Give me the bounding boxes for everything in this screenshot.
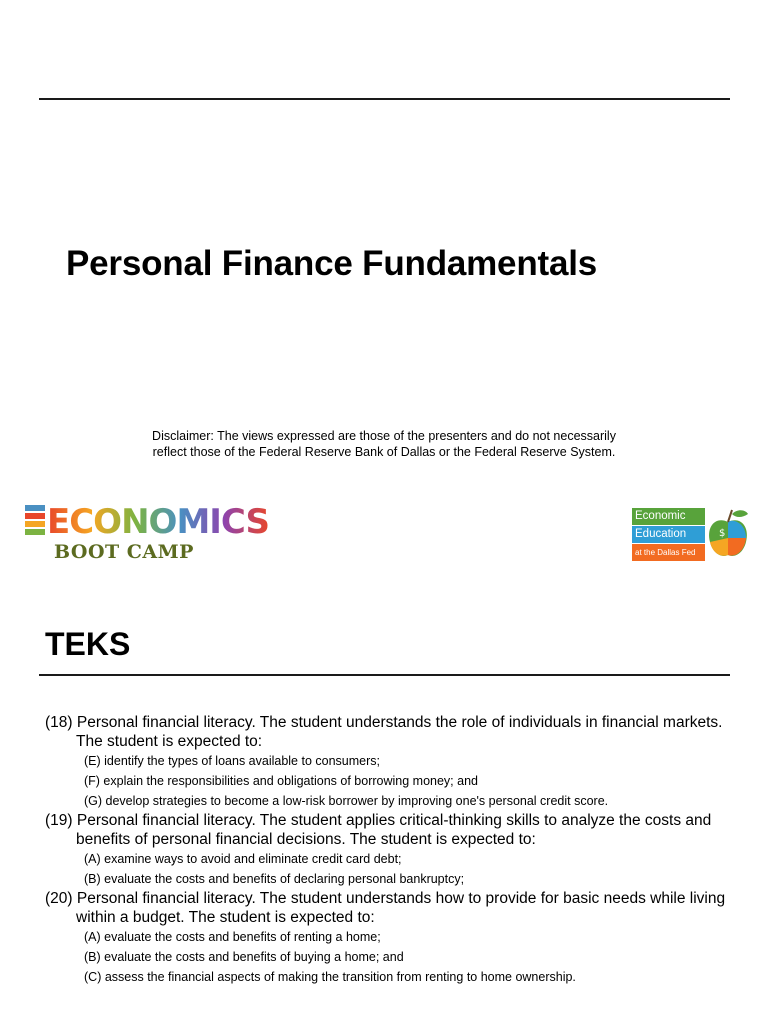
- standard-text: (20) Personal financial literacy. The student understands how to provide for basic needs while living within a budget. The student is expected to:: [45, 890, 726, 926]
- list-item: (C) assess the financial aspects of making the transition from renting to home ownership.: [84, 970, 576, 984]
- standard-19: [45, 811, 735, 889]
- slide-title: Personal Finance Fundamentals: [66, 244, 598, 283]
- list-item: (F) explain the responsibilities and obligations of borrowing money; and: [84, 774, 478, 788]
- disclaimer-line-1: Disclaimer: The views expressed are those of the presenters and do not necessarily: [152, 429, 616, 443]
- logo-line-3: at the Dallas Fed: [632, 544, 705, 561]
- standard-18: [45, 713, 735, 811]
- economic-education-logo: [632, 507, 750, 562]
- list-item: (E) identify the types of loans available to consumers;: [84, 754, 380, 768]
- top-divider: [39, 98, 730, 100]
- standard-text: (19) Personal financial literacy. The student applies critical-thinking skills to analyze the costs and benefits of personal financial decisions. The student is expected to:: [45, 812, 712, 848]
- list-item: (B) evaluate the costs and benefits of declaring personal bankruptcy;: [84, 872, 465, 886]
- list-item: (B) evaluate the costs and benefits of buying a home; and: [84, 950, 404, 964]
- logo-line-1: Economic: [632, 508, 705, 525]
- disclaimer: [100, 428, 668, 460]
- list-item: (A) evaluate the costs and benefits of renting a home;: [84, 930, 381, 944]
- apple-icon: [706, 508, 750, 560]
- svg-text:$: $: [719, 528, 726, 539]
- standard-text: (18) Personal financial literacy. The student understands the role of individuals in financial markets. The student is expected to:: [45, 714, 723, 750]
- logo-word: ECONOMICS: [47, 502, 269, 542]
- teks-heading: TEKS: [45, 626, 131, 662]
- teks-divider: [39, 674, 730, 676]
- list-item: (G) develop strategies to become a low-risk borrower by improving one's personal credit score.: [84, 794, 609, 808]
- logo-subtitle: BOOT CAMP: [54, 541, 194, 563]
- disclaimer-line-2: reflect those of the Federal Reserve Bank of Dallas or the Federal Reserve System.: [152, 445, 616, 459]
- list-item: (A) examine ways to avoid and eliminate credit card debt;: [84, 852, 402, 866]
- teks-standards: [45, 713, 735, 987]
- standard-20: [45, 889, 735, 987]
- logo-line-2: Education: [632, 526, 705, 543]
- economics-boot-camp-logo: [25, 501, 269, 567]
